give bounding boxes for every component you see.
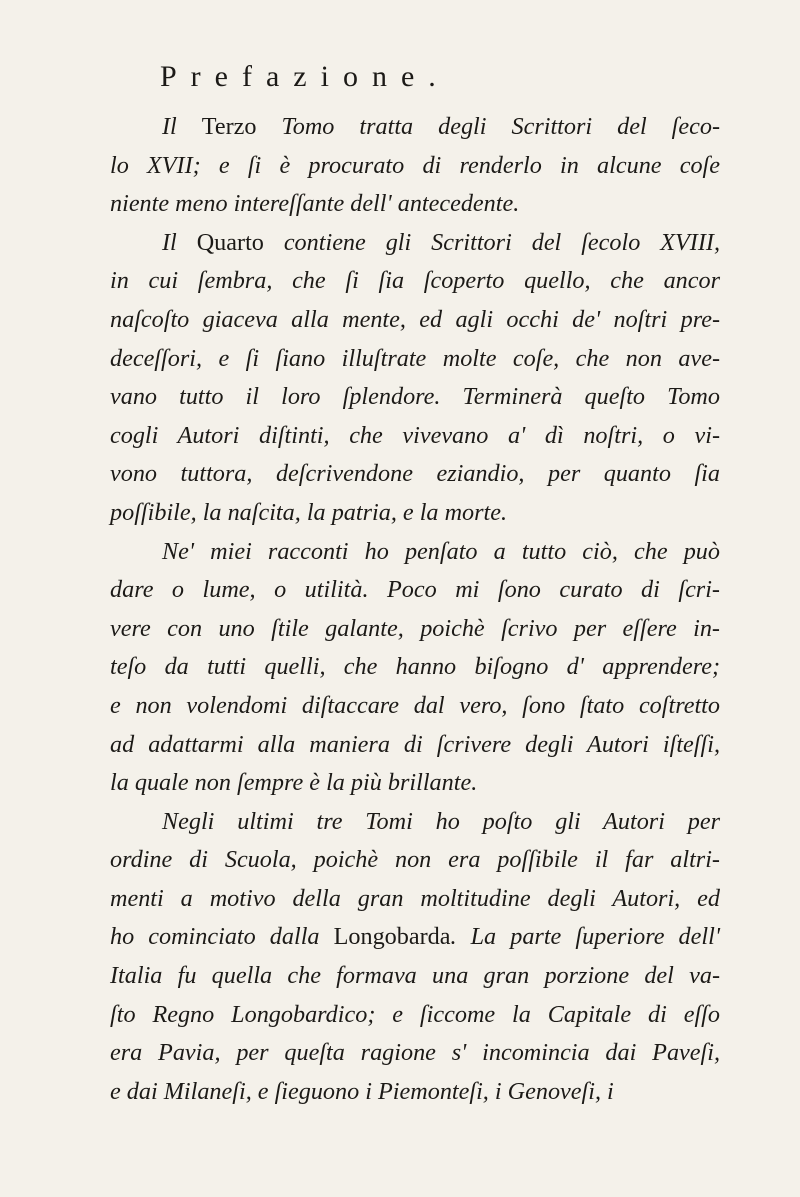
text-line: poſſibile, la naſcita, la patria, e la morte.: [110, 498, 508, 526]
text-line: [110, 108, 720, 147]
text-line: cogli Autori diſtinti, che vivevano a' dì noſtri, o vi-: [110, 421, 720, 449]
text-line: menti a motivo della gran moltitudine degli Autori, ed: [110, 884, 720, 912]
line-segment: ho cominciato dalla: [110, 923, 334, 951]
text-line: lo XVII; e ſi è procurato di renderlo in alcune coſe: [110, 151, 720, 179]
line-segment: Il: [162, 113, 202, 140]
roman-word: Longobarda: [333, 923, 451, 951]
text-line: era Pavia, per queſta ragione s' incomincia dai Paveſi,: [110, 1039, 720, 1067]
text-line: in cui ſembra, che ſi ſia ſcoperto quello, che ancor: [110, 267, 720, 295]
text-line: Negli ultimi tre Tomi ho poſto gli Autori per: [162, 807, 720, 835]
text-line: naſcoſto giaceva alla mente, ed agli occhi de' noſtri pre-: [110, 305, 720, 333]
line-segment: . La parte ſuperiore dell': [450, 923, 720, 951]
text-line: vano tutto il loro ſplendore. Terminerà queſto Tomo: [110, 383, 720, 411]
line-segment: Il: [162, 228, 197, 256]
text-line: dare o lume, o utilità. Poco mi ſono curato di ſcri-: [110, 576, 720, 604]
text-line: ordine di Scuola, poichè non era poſſibile il far altri-: [110, 846, 720, 874]
text-line: Italia fu quella che formava una gran porzione del va-: [110, 962, 720, 990]
text-line: vere con uno ſtile galante, poichè ſcrivo per eſſere in-: [110, 614, 720, 642]
text-line: [110, 918, 720, 957]
text-line: ad adattarmi alla maniera di ſcrivere degli Autori iſteſſi,: [110, 730, 720, 758]
line-segment: contiene gli Scrittori del ſecolo XVIII,: [263, 228, 721, 256]
roman-word: Quarto: [196, 228, 264, 256]
line-segment: Tomo tratta degli Scrittori del ſeco-: [256, 113, 721, 140]
text-line: teſo da tutti quelli, che hanno biſogno d' apprendere;: [110, 653, 720, 681]
text-line: ſto Regno Longobardico; e ſiccome la Capitale di eſſo: [110, 1000, 720, 1028]
text-line: la quale non ſempre è la più brillante.: [110, 769, 478, 797]
roman-word: Terzo: [201, 113, 257, 140]
running-head: Prefazione.: [160, 60, 450, 93]
body-text: [110, 108, 720, 1111]
text-line: niente meno intereſſante dell' antecedente.: [110, 190, 520, 218]
text-line: deceſſori, e ſi ſiano illuſtrate molte coſe, che non ave-: [110, 344, 720, 372]
text-line: vono tuttora, deſcrivendone eziandio, per quanto ſia: [110, 460, 720, 488]
text-line: Ne' miei racconti ho penſato a tutto ciò, che può: [162, 537, 720, 565]
text-line: e non volendomi diſtaccare dal vero, ſono ſtato coſtretto: [110, 691, 720, 719]
text-line: e dai Milaneſi, e ſieguono i Piemonteſi, i Genoveſi, i: [110, 1077, 614, 1105]
text-line: [110, 224, 720, 263]
